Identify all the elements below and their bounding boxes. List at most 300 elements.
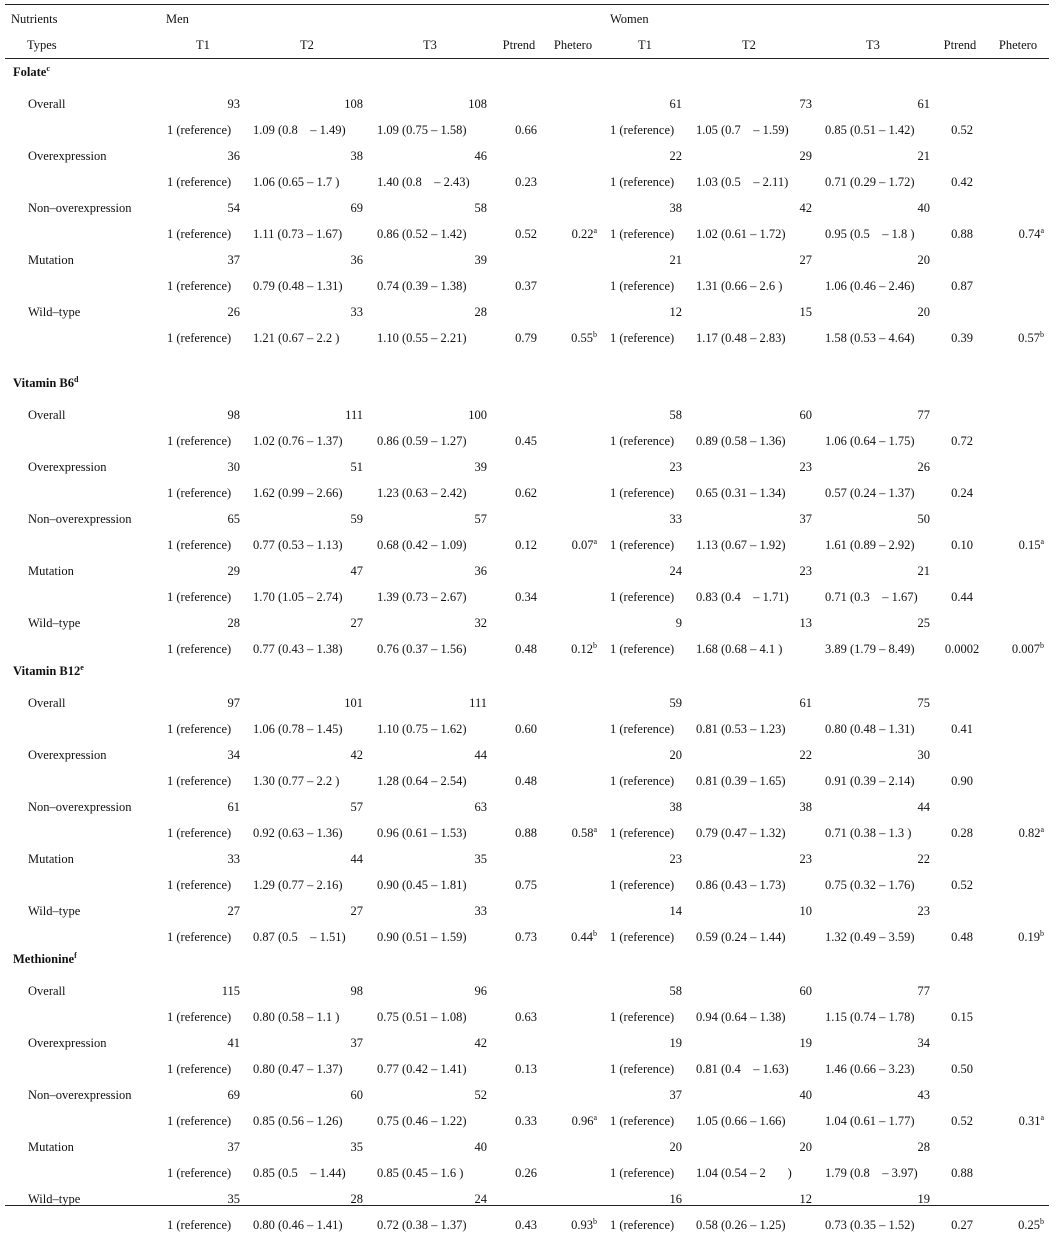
men-or-t3: 1.40 (0.8 – 2.43): [377, 175, 470, 189]
men-or-t1: 1 (reference): [167, 175, 232, 189]
men-or-t2: 0.79 (0.48 – 1.31): [253, 279, 343, 293]
men-phetero-footnote-mark: a: [593, 225, 597, 235]
section-footnote-mark: f: [74, 950, 77, 960]
men-phetero-footnote-mark: b: [593, 928, 597, 938]
women-or-t3: 0.80 (0.48 – 1.31): [825, 722, 915, 736]
women-count-t2: 73: [799, 97, 812, 111]
women-phetero-footnote-mark: b: [1040, 640, 1044, 650]
women-ptrend: 0.50: [951, 1062, 973, 1076]
row-type-label: Non–overexpression: [28, 201, 132, 215]
men-or-t3: 1.28 (0.64 – 2.54): [377, 774, 467, 788]
row-type-label: Wild–type: [28, 904, 81, 918]
women-count-t3: 19: [917, 1192, 930, 1206]
women-count-t2: 15: [799, 305, 812, 319]
men-count-t1: 28: [227, 616, 240, 630]
men-or-t3: 0.86 (0.59 – 1.27): [377, 434, 467, 448]
men-or-t1: 1 (reference): [167, 279, 232, 293]
women-phetero-footnote-mark: b: [1040, 928, 1044, 938]
women-or-t3: 0.71 (0.38 – 1.3 ): [825, 826, 912, 840]
section-title: [13, 65, 50, 80]
women-or-t3: 1.06 (0.64 – 1.75): [825, 434, 915, 448]
col-men-ptrend: Ptrend: [502, 38, 536, 52]
men-or-t2: 1.02 (0.76 – 1.37): [253, 434, 343, 448]
women-count-t2: 12: [799, 1192, 812, 1206]
men-count-t2: 98: [350, 984, 363, 998]
men-count-t3: 35: [474, 852, 487, 866]
section-footnote-mark: c: [46, 63, 50, 73]
men-count-t1: 29: [227, 564, 240, 578]
men-count-t3: 96: [474, 984, 487, 998]
men-count-t2: 38: [350, 149, 363, 163]
women-or-t3: 0.85 (0.51 – 1.42): [825, 123, 915, 137]
men-count-t3: 33: [474, 904, 487, 918]
men-count-t1: 34: [227, 748, 240, 762]
men-count-t3: 63: [474, 800, 487, 814]
men-count-t1: 115: [221, 984, 240, 998]
women-or-t1: 1 (reference): [610, 722, 675, 736]
men-count-t3: 100: [468, 408, 487, 422]
women-count-t2: 23: [799, 460, 812, 474]
section-footnote-mark: e: [80, 662, 84, 672]
women-ptrend: 0.41: [951, 722, 973, 736]
women-or-t2: 1.17 (0.48 – 2.83): [696, 331, 786, 345]
women-phetero: [984, 227, 1044, 242]
women-ptrend: 0.10: [951, 538, 973, 552]
men-count-t1: 35: [227, 1192, 240, 1206]
men-phetero: [537, 538, 597, 553]
men-or-t1: 1 (reference): [167, 774, 232, 788]
col-women-t1: T1: [638, 38, 652, 52]
men-phetero-footnote-mark: a: [593, 824, 597, 834]
men-ptrend: 0.45: [515, 434, 537, 448]
women-phetero: [984, 930, 1044, 945]
women-ptrend: 0.72: [951, 434, 973, 448]
men-or-t3: 0.68 (0.42 – 1.09): [377, 538, 467, 552]
men-phetero-value: 0.44: [571, 930, 593, 944]
women-or-t2: 0.89 (0.58 – 1.36): [696, 434, 786, 448]
men-ptrend: 0.48: [515, 642, 537, 656]
women-count-t3: 23: [917, 904, 930, 918]
men-or-t3: 0.72 (0.38 – 1.37): [377, 1218, 467, 1232]
women-or-t1: 1 (reference): [610, 434, 675, 448]
women-or-t1: 1 (reference): [610, 1062, 675, 1076]
men-phetero-value: 0.12: [571, 642, 593, 656]
men-count-t1: 61: [227, 800, 240, 814]
women-phetero-value: 0.31: [1018, 1114, 1041, 1128]
women-or-t2: 0.83 (0.4 – 1.71): [696, 590, 789, 604]
women-count-t2: 29: [799, 149, 812, 163]
women-header: Women: [610, 12, 649, 26]
men-phetero-footnote-mark: b: [593, 1216, 597, 1226]
men-phetero-footnote-mark: a: [593, 536, 597, 546]
men-or-t1: 1 (reference): [167, 1062, 232, 1076]
section-title: [13, 376, 78, 391]
women-count-t3: 77: [917, 984, 930, 998]
types-header: Types: [27, 38, 57, 52]
men-or-t2: 0.80 (0.58 – 1.1 ): [253, 1010, 340, 1024]
men-phetero-value: 0.22: [571, 227, 594, 241]
men-count-t3: 28: [474, 305, 487, 319]
men-ptrend: 0.66: [515, 123, 537, 137]
row-type-label: Wild–type: [28, 305, 81, 319]
men-ptrend: 0.23: [515, 175, 537, 189]
women-count-t2: 23: [799, 852, 812, 866]
men-count-t3: 111: [469, 696, 487, 710]
men-ptrend: 0.43: [515, 1218, 537, 1232]
women-count-t2: 23: [799, 564, 812, 578]
men-phetero-footnote-mark: b: [593, 640, 597, 650]
men-or-t2: 0.80 (0.46 – 1.41): [253, 1218, 343, 1232]
men-count-t2: 59: [350, 512, 363, 526]
women-or-t2: 0.79 (0.47 – 1.32): [696, 826, 786, 840]
men-or-t2: 1.70 (1.05 – 2.74): [253, 590, 343, 604]
header-bottom-rule: [5, 58, 1049, 59]
women-phetero: [984, 826, 1044, 841]
men-or-t1: 1 (reference): [167, 1218, 232, 1232]
women-count-t2: 37: [799, 512, 812, 526]
men-or-t2: 0.92 (0.63 – 1.36): [253, 826, 343, 840]
women-ptrend: 0.52: [951, 123, 973, 137]
women-count-t3: 50: [917, 512, 930, 526]
women-or-t3: 0.71 (0.3 – 1.67): [825, 590, 918, 604]
women-or-t2: 1.13 (0.67 – 1.92): [696, 538, 786, 552]
row-type-label: Non–overexpression: [28, 512, 132, 526]
women-count-t1: 23: [669, 460, 682, 474]
men-or-t1: 1 (reference): [167, 878, 232, 892]
men-count-t1: 33: [227, 852, 240, 866]
section-title: [13, 664, 84, 679]
women-phetero: [984, 1114, 1044, 1129]
men-header: Men: [166, 12, 189, 26]
women-or-t1: 1 (reference): [610, 590, 675, 604]
women-count-t1: 21: [669, 253, 682, 267]
men-count-t2: 101: [344, 696, 363, 710]
women-or-t1: 1 (reference): [610, 486, 675, 500]
men-count-t2: 51: [350, 460, 363, 474]
men-count-t3: 24: [474, 1192, 487, 1206]
men-count-t1: 37: [227, 253, 240, 267]
women-or-t1: 1 (reference): [610, 1010, 675, 1024]
women-or-t1: 1 (reference): [610, 1218, 675, 1232]
col-women-t2: T2: [742, 38, 756, 52]
men-phetero-value: 0.93: [571, 1218, 593, 1232]
men-count-t3: 46: [474, 149, 487, 163]
women-phetero-value: 0.25: [1018, 1218, 1040, 1232]
women-count-t3: 20: [917, 305, 930, 319]
women-count-t2: 27: [799, 253, 812, 267]
women-or-t3: 1.79 (0.8 – 3.97): [825, 1166, 918, 1180]
men-phetero: [537, 331, 597, 346]
men-count-t2: 69: [350, 201, 363, 215]
women-count-t2: 40: [799, 1088, 812, 1102]
women-or-t1: 1 (reference): [610, 279, 675, 293]
women-count-t3: 77: [917, 408, 930, 422]
women-count-t1: 38: [669, 800, 682, 814]
men-or-t1: 1 (reference): [167, 331, 232, 345]
men-count-t2: 33: [350, 305, 363, 319]
men-phetero-value: 0.07: [571, 538, 594, 552]
men-ptrend: 0.60: [515, 722, 537, 736]
men-or-t3: 0.75 (0.46 – 1.22): [377, 1114, 467, 1128]
men-count-t3: 32: [474, 616, 487, 630]
women-count-t2: 13: [799, 616, 812, 630]
col-men-t1: T1: [196, 38, 210, 52]
women-or-t3: 0.75 (0.32 – 1.76): [825, 878, 915, 892]
men-count-t3: 57: [474, 512, 487, 526]
women-count-t1: 20: [669, 1140, 682, 1154]
women-count-t1: 22: [669, 149, 682, 163]
women-ptrend: 0.52: [951, 878, 973, 892]
men-or-t1: 1 (reference): [167, 123, 232, 137]
section-title: [13, 952, 77, 967]
women-phetero-value: 0.57: [1018, 331, 1040, 345]
men-count-t2: 60: [350, 1088, 363, 1102]
women-count-t3: 25: [917, 616, 930, 630]
women-ptrend: 0.52: [951, 1114, 973, 1128]
men-or-t2: 1.29 (0.77 – 2.16): [253, 878, 343, 892]
men-ptrend: 0.73: [515, 930, 537, 944]
men-phetero-value: 0.58: [571, 826, 594, 840]
women-or-t1: 1 (reference): [610, 1114, 675, 1128]
men-ptrend: 0.88: [515, 826, 537, 840]
men-phetero-value: 0.55: [571, 331, 593, 345]
men-count-t2: 27: [350, 904, 363, 918]
women-phetero-value: 0.74: [1018, 227, 1041, 241]
women-count-t3: 20: [917, 253, 930, 267]
women-or-t1: 1 (reference): [610, 538, 675, 552]
women-count-t3: 21: [917, 149, 930, 163]
men-ptrend: 0.75: [515, 878, 537, 892]
women-or-t1: 1 (reference): [610, 123, 675, 137]
section-footnote-mark: d: [74, 374, 79, 384]
women-or-t2: 1.04 (0.54 – 2 ): [696, 1166, 792, 1180]
men-ptrend: 0.48: [515, 774, 537, 788]
women-count-t2: 60: [799, 984, 812, 998]
women-count-t1: 16: [669, 1192, 682, 1206]
women-count-t3: 28: [917, 1140, 930, 1154]
women-or-t1: 1 (reference): [610, 227, 675, 241]
men-or-t1: 1 (reference): [167, 227, 232, 241]
men-ptrend: 0.33: [515, 1114, 537, 1128]
women-count-t1: 23: [669, 852, 682, 866]
women-count-t1: 12: [669, 305, 682, 319]
women-count-t3: 40: [917, 201, 930, 215]
men-or-t3: 0.90 (0.45 – 1.81): [377, 878, 467, 892]
women-or-t2: 1.31 (0.66 – 2.6 ): [696, 279, 783, 293]
women-count-t1: 19: [669, 1036, 682, 1050]
row-type-label: Wild–type: [28, 616, 81, 630]
women-or-t3: 1.46 (0.66 – 3.23): [825, 1062, 915, 1076]
women-ptrend: 0.48: [951, 930, 973, 944]
women-or-t2: 0.81 (0.39 – 1.65): [696, 774, 786, 788]
men-or-t2: 1.62 (0.99 – 2.66): [253, 486, 343, 500]
women-or-t3: 1.58 (0.53 – 4.64): [825, 331, 915, 345]
section-name: Vitamin B6: [13, 376, 74, 390]
women-count-t1: 58: [669, 984, 682, 998]
women-count-t1: 14: [669, 904, 682, 918]
men-or-t3: 1.39 (0.73 – 2.67): [377, 590, 467, 604]
men-or-t3: 1.10 (0.55 – 2.21): [377, 331, 467, 345]
women-phetero-footnote-mark: a: [1040, 824, 1044, 834]
women-or-t3: 1.06 (0.46 – 2.46): [825, 279, 915, 293]
men-count-t2: 35: [350, 1140, 363, 1154]
men-phetero: [537, 642, 597, 657]
men-count-t2: 47: [350, 564, 363, 578]
women-or-t3: 0.91 (0.39 – 2.14): [825, 774, 915, 788]
men-count-t3: 42: [474, 1036, 487, 1050]
women-ptrend: 0.15: [951, 1010, 973, 1024]
women-phetero-value: 0.82: [1018, 826, 1041, 840]
men-count-t2: 108: [344, 97, 363, 111]
women-or-t3: 1.61 (0.89 – 2.92): [825, 538, 915, 552]
women-ptrend: 0.39: [951, 331, 973, 345]
women-ptrend: 0.42: [951, 175, 973, 189]
men-count-t2: 44: [350, 852, 363, 866]
men-or-t2: 1.06 (0.65 – 1.7 ): [253, 175, 340, 189]
men-or-t1: 1 (reference): [167, 434, 232, 448]
col-men-phetero: Phetero: [553, 38, 593, 52]
men-ptrend: 0.37: [515, 279, 537, 293]
nutrients-header: Nutrients: [11, 12, 58, 26]
men-or-t1: 1 (reference): [167, 1166, 232, 1180]
women-or-t2: 0.59 (0.24 – 1.44): [696, 930, 786, 944]
men-count-t1: 54: [227, 201, 240, 215]
table-top-rule: [5, 4, 1049, 5]
women-count-t3: 26: [917, 460, 930, 474]
women-count-t1: 9: [675, 616, 682, 630]
men-count-t3: 52: [474, 1088, 487, 1102]
women-phetero-footnote-mark: a: [1040, 225, 1044, 235]
men-or-t3: 0.96 (0.61 – 1.53): [377, 826, 467, 840]
men-or-t3: 0.75 (0.51 – 1.08): [377, 1010, 467, 1024]
women-ptrend: 0.24: [951, 486, 973, 500]
women-or-t1: 1 (reference): [610, 331, 675, 345]
men-or-t1: 1 (reference): [167, 486, 232, 500]
row-type-label: Mutation: [28, 253, 74, 267]
men-count-t3: 108: [468, 97, 487, 111]
men-ptrend: 0.63: [515, 1010, 537, 1024]
women-or-t1: 1 (reference): [610, 774, 675, 788]
women-phetero: [984, 331, 1044, 346]
women-count-t3: 22: [917, 852, 930, 866]
men-or-t2: 0.85 (0.5 – 1.44): [253, 1166, 346, 1180]
men-count-t1: 93: [227, 97, 240, 111]
women-or-t2: 1.05 (0.66 – 1.66): [696, 1114, 786, 1128]
men-or-t2: 1.06 (0.78 – 1.45): [253, 722, 343, 736]
women-phetero: [984, 538, 1044, 553]
women-or-t3: 3.89 (1.79 – 8.49): [825, 642, 915, 656]
row-type-label: Mutation: [28, 852, 74, 866]
men-or-t2: 1.11 (0.73 – 1.67): [253, 227, 343, 241]
men-count-t1: 27: [227, 904, 240, 918]
women-count-t1: 37: [669, 1088, 682, 1102]
women-ptrend: 0.90: [951, 774, 973, 788]
row-type-label: Overexpression: [28, 748, 107, 762]
women-or-t3: 1.32 (0.49 – 3.59): [825, 930, 915, 944]
men-count-t2: 27: [350, 616, 363, 630]
men-or-t3: 0.90 (0.51 – 1.59): [377, 930, 467, 944]
men-or-t3: 0.77 (0.42 – 1.41): [377, 1062, 467, 1076]
women-phetero: [984, 642, 1044, 657]
men-count-t3: 39: [474, 460, 487, 474]
men-count-t2: 42: [350, 748, 363, 762]
women-count-t1: 61: [669, 97, 682, 111]
men-or-t1: 1 (reference): [167, 642, 232, 656]
men-or-t1: 1 (reference): [167, 722, 232, 736]
row-type-label: Non–overexpression: [28, 800, 132, 814]
row-type-label: Overexpression: [28, 1036, 107, 1050]
women-count-t2: 10: [799, 904, 812, 918]
men-or-t1: 1 (reference): [167, 1114, 232, 1128]
men-or-t2: 0.77 (0.53 – 1.13): [253, 538, 343, 552]
men-count-t1: 37: [227, 1140, 240, 1154]
women-count-t1: 33: [669, 512, 682, 526]
women-count-t3: 61: [917, 97, 930, 111]
women-phetero-value: 0.007: [1011, 642, 1040, 656]
women-or-t2: 0.81 (0.4 – 1.63): [696, 1062, 789, 1076]
men-count-t2: 28: [350, 1192, 363, 1206]
men-or-t1: 1 (reference): [167, 590, 232, 604]
women-count-t3: 21: [917, 564, 930, 578]
men-or-t2: 1.09 (0.8 – 1.49): [253, 123, 346, 137]
men-phetero-value: 0.96: [571, 1114, 594, 1128]
row-type-label: Mutation: [28, 1140, 74, 1154]
men-ptrend: 0.12: [515, 538, 537, 552]
women-phetero-footnote-mark: a: [1040, 536, 1044, 546]
men-count-t2: 36: [350, 253, 363, 267]
women-count-t2: 42: [799, 201, 812, 215]
men-or-t3: 0.86 (0.52 – 1.42): [377, 227, 467, 241]
women-count-t3: 75: [917, 696, 930, 710]
women-or-t2: 0.81 (0.53 – 1.23): [696, 722, 786, 736]
section-name: Methionine: [13, 952, 75, 966]
women-count-t1: 24: [669, 564, 682, 578]
row-type-label: Overexpression: [28, 460, 107, 474]
women-count-t1: 59: [669, 696, 682, 710]
women-or-t1: 1 (reference): [610, 826, 675, 840]
women-or-t1: 1 (reference): [610, 175, 675, 189]
men-phetero: [537, 930, 597, 945]
women-phetero-footnote-mark: b: [1040, 1216, 1044, 1226]
women-or-t2: 1.03 (0.5 – 2.11): [696, 175, 789, 189]
men-count-t1: 30: [227, 460, 240, 474]
women-count-t3: 43: [917, 1088, 930, 1102]
women-or-t3: 1.04 (0.61 – 1.77): [825, 1114, 915, 1128]
women-ptrend: 0.87: [951, 279, 973, 293]
men-or-t2: 0.80 (0.47 – 1.37): [253, 1062, 343, 1076]
men-count-t3: 44: [474, 748, 487, 762]
men-or-t2: 1.30 (0.77 – 2.2 ): [253, 774, 340, 788]
men-count-t1: 36: [227, 149, 240, 163]
women-count-t1: 38: [669, 201, 682, 215]
women-count-t2: 20: [799, 1140, 812, 1154]
row-type-label: Overexpression: [28, 149, 107, 163]
men-count-t3: 58: [474, 201, 487, 215]
men-or-t3: 1.09 (0.75 – 1.58): [377, 123, 467, 137]
women-count-t2: 22: [799, 748, 812, 762]
women-or-t3: 0.73 (0.35 – 1.52): [825, 1218, 915, 1232]
men-count-t3: 36: [474, 564, 487, 578]
men-count-t1: 26: [227, 305, 240, 319]
men-phetero: [537, 1218, 597, 1233]
men-count-t1: 65: [227, 512, 240, 526]
women-or-t3: 0.57 (0.24 – 1.37): [825, 486, 915, 500]
men-ptrend: 0.34: [515, 590, 537, 604]
row-type-label: Mutation: [28, 564, 74, 578]
women-or-t2: 1.05 (0.7 – 1.59): [696, 123, 789, 137]
row-type-label: Non–overexpression: [28, 1088, 132, 1102]
row-type-label: Overall: [28, 97, 66, 111]
